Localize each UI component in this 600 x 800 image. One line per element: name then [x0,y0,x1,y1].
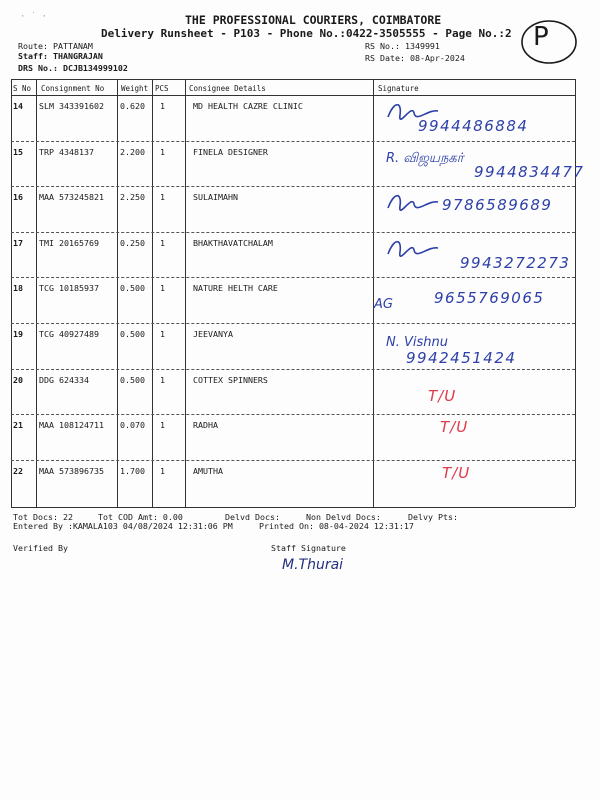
row-separator [11,369,575,370]
consignee-cell: AMUTHA [193,465,223,476]
consignee-cell: BHAKTHAVATCHALAM [193,237,273,248]
weight-cell: 0.500 [120,283,145,294]
undelivered-mark: T/U [428,386,457,405]
signature-phone: 9786589689 [442,196,553,215]
weight-cell: 0.070 [120,420,145,431]
signature-name: N. Vishnu [386,335,448,350]
signature-phone: 9944834477 [474,162,585,181]
weight-cell: 0.500 [120,374,145,385]
signature-phone: 9943272273 [460,253,571,272]
scan-speck: · ˙ · [20,12,48,22]
pcs-cell: 1 [160,146,165,157]
signature-name: AG [374,297,393,313]
table-header-rule [11,95,575,96]
consignment-cell: DDG 624334 [39,374,89,385]
col-header-sno: S No [13,84,32,93]
col-header-pcs: PCS [155,84,169,93]
row-separator [11,460,575,461]
row-separator [11,277,575,278]
staff-signature-label: Staff Signature [271,543,346,553]
printed-on: Printed On: 08-04-2024 12:31:17 [259,521,414,531]
sno-cell: 14 [13,101,23,111]
consignee-cell: FINELA DESIGNER [193,146,268,157]
row-separator [11,141,575,142]
signature-name: R. விஜயநகர் [386,150,464,166]
signature-scribble [384,236,444,262]
consignee-cell: SULAIMAHN [193,192,238,203]
verified-by: Verified By [13,543,68,553]
sno-cell: 16 [13,192,23,203]
col-header-consignment: Consignment No [41,84,105,93]
route: Route: PATTANAM [18,41,93,51]
consignment-cell: TCG 40927489 [39,329,99,339]
consignee-cell: RADHA [193,420,218,431]
consignee-cell: MD HEALTH CAZRE CLINIC [193,101,303,111]
pcs-cell: 1 [160,465,165,476]
table-row [0,462,600,508]
signature-scribble [384,190,444,216]
pcs-cell: 1 [160,420,165,431]
weight-cell: 0.500 [120,329,145,339]
sno-cell: 20 [13,374,23,385]
staff-signature-handwritten: M.Thurai [282,557,344,573]
consignment-cell: MAA 108124711 [39,420,104,431]
undelivered-mark: T/U [440,418,469,437]
rs-date: RS Date: 08-Apr-2024 [365,53,465,63]
table-row [0,279,600,325]
undelivered-mark: T/U [442,463,471,482]
col-header-consignee: Consignee Details [189,84,266,93]
pcs-cell: 1 [160,101,165,111]
total-cod: Tot COD Amt: 0.00 [98,512,183,522]
weight-cell: 1.700 [120,465,145,476]
pcs-cell: 1 [160,329,165,339]
consignee-cell: COTTEX SPINNERS [193,374,268,385]
weight-cell: 0.620 [120,101,145,111]
consignee-cell: JEEVANYA [193,329,233,339]
consignment-cell: MAA 573896735 [39,465,104,476]
consignment-cell: TCG 10185937 [39,283,99,294]
company-name: THE PROFESSIONAL COURIERS, COIMBATORE [185,13,442,27]
staff: Staff: THANGRAJAN [18,51,103,61]
signature-phone: 9655769065 [434,289,545,308]
row-separator [11,323,575,324]
col-header-weight: Weight [121,84,149,93]
table-row [0,416,600,462]
table-row [0,234,600,280]
delivery-points: Delvy Pts: [408,512,458,522]
pcs-cell: 1 [160,237,165,248]
circled-p-mark [520,18,580,66]
pcs-cell: 1 [160,283,165,294]
row-separator [11,186,575,187]
signature-phone: 9942451424 [406,349,517,367]
table-top-rule [11,79,575,80]
consignment-cell: MAA 573245821 [39,192,104,203]
sno-cell: 18 [13,283,23,294]
circled-p-letter: P [533,22,549,52]
sno-cell: 15 [13,146,23,157]
consignee-cell: NATURE HELTH CARE [193,283,278,294]
row-separator [11,414,575,415]
table-row [0,371,600,417]
drs-number: DRS No.: DCJB134999102 [18,63,128,73]
sno-cell: 17 [13,237,23,248]
weight-cell: 0.250 [120,237,145,248]
runsheet-title: Delivery Runsheet - P103 - Phone No.:0422-3505555 - Page No.:2 [101,27,512,40]
row-separator [11,232,575,233]
sno-cell: 19 [13,329,23,339]
entered-by: Entered By :KAMALA103 04/08/2024 12:31:06 PM [13,521,233,531]
sno-cell: 22 [13,465,23,476]
total-docs: Tot Docs: 22 [13,512,73,522]
consignment-cell: SLM 343391602 [39,101,104,111]
table-row [0,325,600,371]
non-delivered-docs: Non Delvd Docs: [306,512,381,522]
col-header-signature: Signature [378,84,419,93]
sno-cell: 21 [13,420,23,431]
weight-cell: 2.200 [120,146,145,157]
consignment-cell: TRP 4348137 [39,146,94,157]
table-row [0,188,600,234]
pcs-cell: 1 [160,374,165,385]
rs-number: RS No.: 1349991 [365,41,440,51]
table-row [0,143,600,189]
signature-phone: 9944486884 [418,117,529,135]
pcs-cell: 1 [160,192,165,203]
consignment-cell: TMI 20165769 [39,237,99,248]
delivered-docs: Delvd Docs: [225,512,280,522]
table-row [0,97,600,143]
weight-cell: 2.250 [120,192,145,203]
